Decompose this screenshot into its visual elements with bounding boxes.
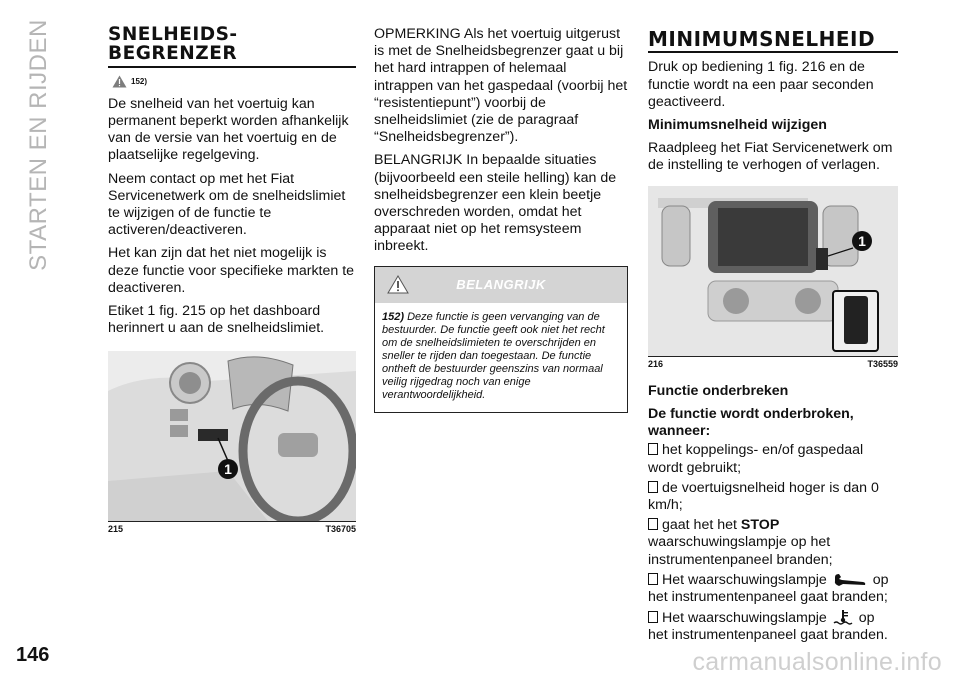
- chapter-side-title: [14, 20, 64, 270]
- warning-box: [374, 266, 628, 413]
- figure-code: T36559: [867, 359, 898, 370]
- dashboard-illustration: [108, 351, 356, 521]
- figure-code: T36705: [325, 524, 356, 535]
- paragraph: Raadpleeg het Fiat Servicenetwerk om de instelling te verhogen of verlagen.: [648, 140, 893, 174]
- reference-tag: [112, 74, 356, 90]
- stop-label: STOP: [740, 517, 780, 534]
- bullet-box-icon: [648, 443, 658, 455]
- paragraph: Het kan zijn dat het niet mogelijk is deze functie voor specifieke markten te deactiveren.: [108, 245, 355, 296]
- page-number: 146: [16, 644, 50, 666]
- column-minimum-speed: [648, 26, 898, 648]
- warning-text: Deze functie is geen vervanging van de bestuurder. De functie geeft ook niet het recht om de snelheidslimieten te overschrijden en sneller te rijden dan toegestaan. De functie ontheft de bestuurder geenszins van normaal veilig rijgedrag noch van enige verantwoordelijkheid.: [382, 310, 605, 401]
- figure-216: [648, 186, 898, 369]
- bullet-box-icon: [648, 611, 658, 623]
- warning-header: [375, 267, 627, 303]
- control-panel-illustration: [648, 186, 898, 356]
- section-heading-speed-limiter: [108, 26, 356, 68]
- list-item: gaat het het STOP waarschuwingslampje op het instrumentenpaneel branden;: [648, 517, 833, 568]
- important-paragraph: BELANGRIJK In bepaalde situaties (bijvoorbeeld een steile helling) kan de snelheidsbegrenzer een klein beetje overschreden worden, omdat het apparaat niet op het remsysteem inbreekt.: [374, 152, 617, 255]
- section-heading-minimum-speed: MINIMUMSNELHEID: [648, 29, 898, 53]
- paragraph: De snelheid van het voertuig kan permanent beperkt worden afhankelijk van de versie van het voertuig en de plaatselijke regelgeving.: [108, 95, 349, 164]
- figure-caption: [648, 356, 898, 369]
- heading-line-2: BEGRENZER: [108, 42, 238, 64]
- figure-number: 215: [108, 524, 124, 535]
- bullet-box-icon: [648, 518, 658, 530]
- bullet-box-icon: [648, 573, 658, 585]
- control-panel-photo: [648, 186, 898, 356]
- reference-number: 152): [131, 77, 148, 87]
- paragraph: Etiket 1 fig. 215 op het dashboard herinnert u aan de snelheidslimiet.: [108, 302, 325, 337]
- list-item: het koppelings- en/of gaspedaal wordt gebruikt;: [648, 442, 864, 476]
- list-item: Het waarschuwingslampje op het instrumentenpaneel gaat branden.: [648, 610, 888, 644]
- warning-triangle-icon: [387, 275, 409, 294]
- callout-marker: 1: [852, 231, 872, 251]
- figure-caption: [108, 521, 356, 534]
- warning-body: [375, 303, 627, 412]
- bullet-box-icon: [648, 481, 658, 493]
- callout-marker: 1: [218, 459, 238, 479]
- dashboard-photo: [108, 351, 356, 521]
- list-item: Het waarschuwingslampje op het instrumentenpaneel gaat branden;: [648, 571, 889, 606]
- warning-title: BELANGRIJK: [456, 277, 546, 293]
- chapter-title-text: STARTEN EN RIJDEN: [25, 19, 52, 271]
- subheading-interrupt: Functie onderbreken: [648, 383, 789, 400]
- warning-triangle-icon: [112, 75, 127, 88]
- intro-paragraph: Druk op bediening 1 fig. 216 en de functie wordt na een paar seconden geactiveerd.: [648, 59, 874, 110]
- wrench-icon: [833, 573, 867, 587]
- figure-215: [108, 351, 356, 534]
- warning-reference: 152): [382, 310, 405, 323]
- column-notes: [374, 26, 628, 413]
- column-speed-limiter: [108, 26, 356, 534]
- heading-line-1: SNELHEIDS-: [108, 24, 238, 45]
- list-item: de voertuigsnelheid hoger is dan 0 km/h;: [648, 479, 879, 514]
- note-paragraph: OPMERKING Als het voertuig uitgerust is met de Snelheidsbegrenzer gaat u bij het hard intrappen of helemaal intrappen van het gaspedaal (voorbij het “resistentiepunt”) voorbij de snelheidslimiet (zie de paragraaf “Snelheidsbegrenzer”).: [374, 26, 628, 146]
- figure-number: 216: [648, 359, 664, 370]
- paragraph: Neem contact op met het Fiat Servicenetwerk om de snelheidslimiet te wijzigen of de functie te activeren/deactiveren.: [108, 170, 346, 239]
- watermark: carmanualsonline.info: [692, 648, 942, 676]
- subheading-interrupt-when: De functie wordt onderbroken, wanneer:: [648, 406, 854, 440]
- subheading-change: Minimumsnelheid wijzigen: [648, 117, 827, 133]
- coolant-temperature-icon: [833, 609, 853, 625]
